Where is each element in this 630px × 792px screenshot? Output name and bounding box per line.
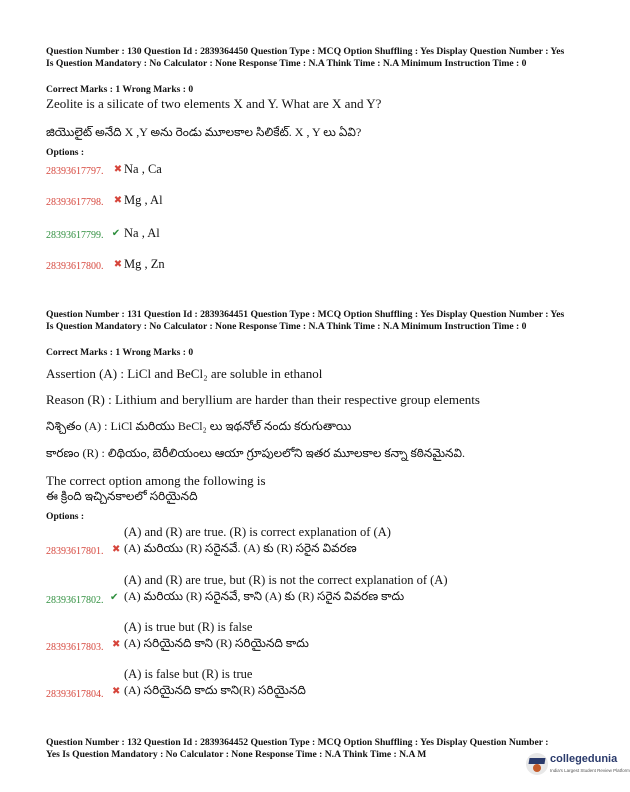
reason-en: Reason (R) : Lithium and beryllium are harder than their respective group elements bbox=[46, 392, 480, 407]
option-id: 28393617801. bbox=[46, 546, 104, 557]
option-text-te: (A) మరియు (R) సరైనవే. (A) కు (R) సరైన వివరణ bbox=[124, 541, 357, 555]
option-text-te: (A) మరియు (R) సరైనవే, కాని (A) కు (R) సరైన వివరణ కాదు bbox=[124, 589, 405, 603]
option-id: 28393617798. bbox=[46, 197, 104, 208]
option-text-te: (A) సరియైనది కాని (R) సరియైనది కాదు bbox=[124, 636, 309, 650]
collegedunia-logo bbox=[522, 747, 630, 787]
q130-options-label: Options : bbox=[46, 147, 85, 158]
cross-icon: ✖ bbox=[112, 639, 121, 650]
check-icon: ✔ bbox=[111, 228, 121, 239]
option-id: 28393617800. bbox=[46, 261, 104, 272]
logo-tagline: India's Largest Student Review Platform bbox=[550, 768, 630, 773]
q131-options-label: Options : bbox=[46, 511, 85, 522]
assertion-te: నిశ్చితం (A) : LiCl మరియు BeCl₂ లు ఇథనోల్ నందు కరుగుతాయి bbox=[46, 419, 352, 433]
prompt-te: ఈ క్రింది ఇచ్చినకాలలో సరియైనది bbox=[46, 489, 198, 503]
cross-icon: ✖ bbox=[113, 195, 123, 206]
cross-icon: ✖ bbox=[112, 686, 121, 697]
option-id: 28393617799. bbox=[46, 230, 104, 241]
option-id: 28393617803. bbox=[46, 642, 104, 653]
option-id: 28393617802. bbox=[46, 595, 104, 606]
option-id: 28393617797. bbox=[46, 166, 104, 177]
prompt-en: The correct option among the following is bbox=[46, 473, 266, 488]
option-text-en: (A) and (R) are true, but (R) is not the correct explanation of (A) bbox=[124, 573, 448, 587]
check-icon: ✔ bbox=[110, 592, 119, 603]
q131-option[interactable] bbox=[46, 525, 566, 559]
graduation-cap-icon bbox=[526, 753, 548, 775]
q132-meta: Question Number : 132 Question Id : 2839364452 Question Type : MCQ Option Shuffling : Yes Display Question Number : Yes Is Question Mandatory : No Calculator : None Response Time : N.A Think Time : N.A M bbox=[46, 737, 549, 760]
q130-marks: Correct Marks : 1 Wrong Marks : 0 bbox=[46, 84, 194, 95]
option-text: Mg , Zn bbox=[124, 257, 165, 271]
q131-meta: Question Number : 131 Question Id : 2839364451 Question Type : MCQ Option Shuffling : Yes Display Question Number : Yes Is Question Mandatory : No Calculator : None Response Time : N.A Think Time : N.A Minimum Instruction Time : 0 bbox=[46, 309, 565, 332]
q130-text-te: జియొలైట్ అనేది X ,Y అను రెండు మూలకాల సిలికేట్. X , Y లు ఏవి? bbox=[46, 125, 362, 139]
reason-te: కారణం (R) : లిథియం, బెరీలియంలు ఆయా గ్రూపులలోని ఇతర మూలకాల కన్నా కఠినమైనవి. bbox=[46, 446, 465, 460]
option-text-te: (A) సరియైనది కాదు కాని(R) సరియైనది bbox=[124, 683, 306, 697]
assertion-en: Assertion (A) : LiCl and BeCl₂ are soluble in ethanol bbox=[46, 366, 323, 381]
option-id: 28393617804. bbox=[46, 689, 104, 700]
q130-text-en: Zeolite is a silicate of two elements X and Y. What are X and Y? bbox=[46, 96, 382, 111]
option-text-en: (A) is false but (R) is true bbox=[124, 667, 253, 681]
logo-name: collegedunia bbox=[550, 753, 618, 765]
option-text: Na , Ca bbox=[124, 162, 162, 176]
q131-option[interactable] bbox=[46, 573, 566, 607]
option-text: Na , Al bbox=[124, 226, 160, 240]
cross-icon: ✖ bbox=[112, 544, 121, 555]
cross-icon: ✖ bbox=[113, 164, 123, 175]
option-text-en: (A) and (R) are true. (R) is correct explanation of (A) bbox=[124, 525, 391, 539]
q131-marks: Correct Marks : 1 Wrong Marks : 0 bbox=[46, 347, 194, 358]
q131-option[interactable] bbox=[46, 620, 566, 654]
cross-icon: ✖ bbox=[113, 259, 123, 270]
option-text: Mg , Al bbox=[124, 193, 163, 207]
q130-meta: Question Number : 130 Question Id : 2839364450 Question Type : MCQ Option Shuffling : Yes Display Question Number : Yes Is Question Mandatory : No Calculator : None Response Time : N.A Think Time : N.A Minimum Instruction Time : 0 bbox=[46, 46, 565, 69]
q131-option[interactable] bbox=[46, 667, 566, 701]
option-text-en: (A) is true but (R) is false bbox=[124, 620, 253, 634]
